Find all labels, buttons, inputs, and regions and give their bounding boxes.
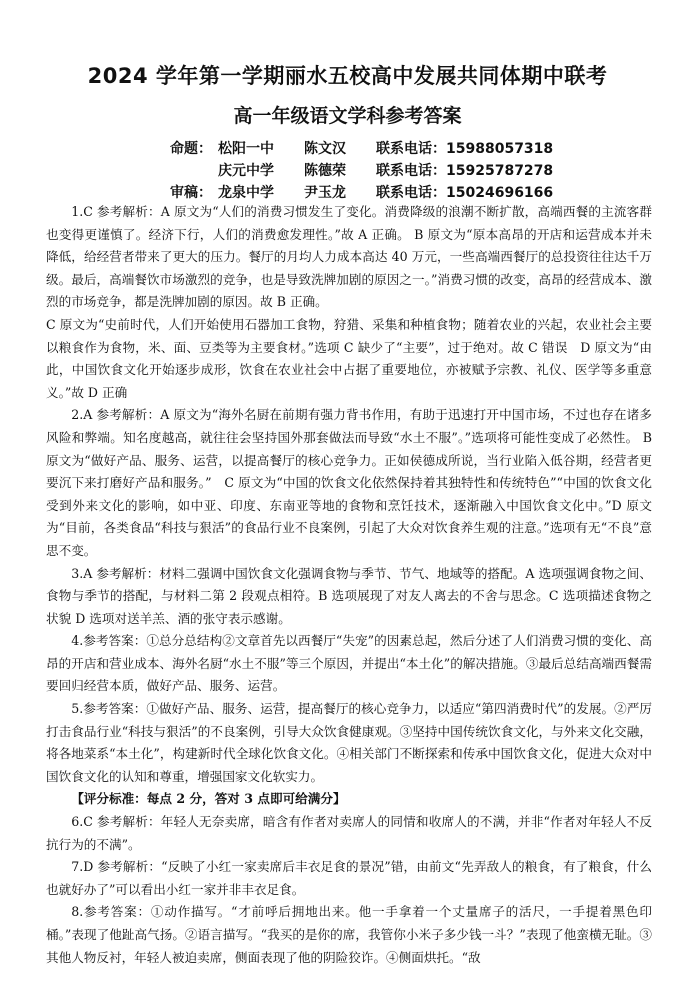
- answer-paragraph-4: 4.参考答案：①总分总结构②文章首先以西餐厅“失宠”的因素总起，然后分述了人们消费习惯的变化、高昂的开店和营业成本、海外名厨“水土不服”等三个原因，并提出“本土化”的解决措施。③最后总结高端西餐需要回归经营本质，做好产品、服务、运营。: [46, 633, 652, 694]
- credit-name: 尹玉龙: [304, 185, 346, 201]
- credit-row: [170, 138, 590, 160]
- credit-phone: 联系电话：15024696166: [376, 185, 554, 201]
- answer-paragraph-2: 2.A 参考解析：A 原文为“海外名厨在前期有强力背书作用，有助于迅速打开中国市场，不过也存在诸多风险和弊端。知名度越高，就往往会坚持国外那套做法而导致“水土不服”。”选项将可能性变成了必然性。 B 原文为“做好产品、服务、运营，以提高餐厅的核心竞争力。正如侯德成所说，当行业陷入低谷期，经营者更要沉下来打磨好产品和服务。” C 原文为“中国的饮食文化依然保持着其独特性和传统特色”“中国的饮食文化受到外来文化的影响，如中亚、印度、东南亚等地的食物和烹饪技术，逐渐融入中国饮食文化中。”D 原文为“目前，各类食品“科技与狠活”的食品行业不良案例，引起了大众对饮食养生观的注意。”选项有无“不良”意思不变。: [46, 407, 652, 558]
- credit-role: 审稿：: [170, 185, 212, 201]
- answer-paragraph-3: 3.A 参考解析：材料二强调中国饮食文化强调食物与季节、节气、地域等的搭配。A 选项强调食物之间、食物与季节的搭配，与材料二第 2 段观点相符。B 选项展现了对友人离去的不舍与思念。C 选项描述食物之状貌 D 选项对送羊羔、酒的张守表示感谢。: [46, 565, 652, 626]
- credit-role: 命题：: [170, 141, 212, 157]
- credit-name: 陈文汉: [304, 141, 346, 157]
- answer-paragraph-1-continued: C 原文为“史前时代，人们开始使用石器加工食物，狩猎、采集和种植食物；随着农业的兴起，农业社会主要以粮食作为食物，米、面、豆类等为主要食材。”选项 C 缺少了“主要”，过于绝对。故 C 错误 D 原文为“由此，中国饮食文化开始逐步成形，饮食在农业社会中占据了重要地位，亦被赋予宗教、礼仪、医学等多重意义。”故 D 正确: [46, 316, 652, 400]
- credit-phone: 联系电话：15925787278: [376, 163, 554, 179]
- answer-paragraph-6: 6.C 参考解析：年轻人无奈卖席，暗含有作者对卖席人的同情和收席人的不满，并非“作者对年轻人不反抗行为的不满”。: [46, 814, 652, 852]
- credit-name: 陈德荣: [304, 163, 346, 179]
- credit-role: [170, 160, 218, 182]
- answer-paragraph-1: 1.C 参考解析：A 原文为“人们的消费习惯发生了变化。消费降级的浪潮不断扩散，高端西餐的主流客群也变得更谨慎了。经济下行，人们的消费愈发理性。”故 A 正确。 B 原文为“原本高昂的开店和运营成本并未降低，给经营者带来了更大的压力。餐厅的月均人力成本高达 40 万元，一些高端西餐厅的总投资往往达千万级。最后，高端餐饮市场激烈的竞争，也是导致洗牌加剧的原因之一。”消费习惯的改变，高昂的经营成本、激烈的市场竞争，都是洗牌加剧的原因。故 B 正确。: [46, 204, 652, 310]
- credits-block: [170, 138, 590, 204]
- credit-school: 龙泉中学: [218, 185, 274, 201]
- answer-paragraph-5: 5.参考答案：①做好产品、服务、运营，提高餐厅的核心竞争力，以适应“第四消费时代”的发展。②严厉打击食品行业“科技与狠活”的不良案例，引导大众饮食健康观。③坚持中国传统饮食文化，与外来文化交融，将各地菜系“本土化”，构建新时代全球化饮食文化。④相关部门不断探索和传承中国饮食文化，促进大众对中国饮食文化的认知和尊重，增强国家文化软实力。: [46, 701, 652, 784]
- credit-school: 松阳一中: [218, 141, 274, 157]
- scoring-criteria: 【评分标准：每点 2 分，答对 3 点即可给满分】: [71, 791, 346, 807]
- answer-paragraph-8: 8.参考答案：①动作描写。“才前呼后拥地出来。他一手拿着一个丈量席子的活尺，一手提着黑色印桶。”表现了他趾高气扬。②语言描写。“我买的是你的席，我管你小米子多少钱一斗？”表现了他蛮横无耻。③其他人物反衬，年轻人被迫卖席，侧面表现了他的阴险狡诈。④侧面烘托。“敌: [46, 904, 652, 965]
- document-subtitle: 高一年级语文学科参考答案: [233, 105, 462, 127]
- credit-school: 庆元中学: [218, 163, 274, 179]
- document-title: 2024 学年第一学期丽水五校高中发展共同体期中联考: [87, 64, 608, 88]
- credit-phone: 联系电话：15988057318: [376, 141, 554, 157]
- credit-row: [170, 160, 590, 182]
- answer-paragraph-7: 7.D 参考解析：“反映了小红一家卖席后丰衣足食的景况”错，由前文“先弄敌人的粮食，有了粮食，什么也就好办了”可以看出小红一家并非丰衣足食。: [46, 859, 652, 897]
- answer-body: [46, 201, 652, 969]
